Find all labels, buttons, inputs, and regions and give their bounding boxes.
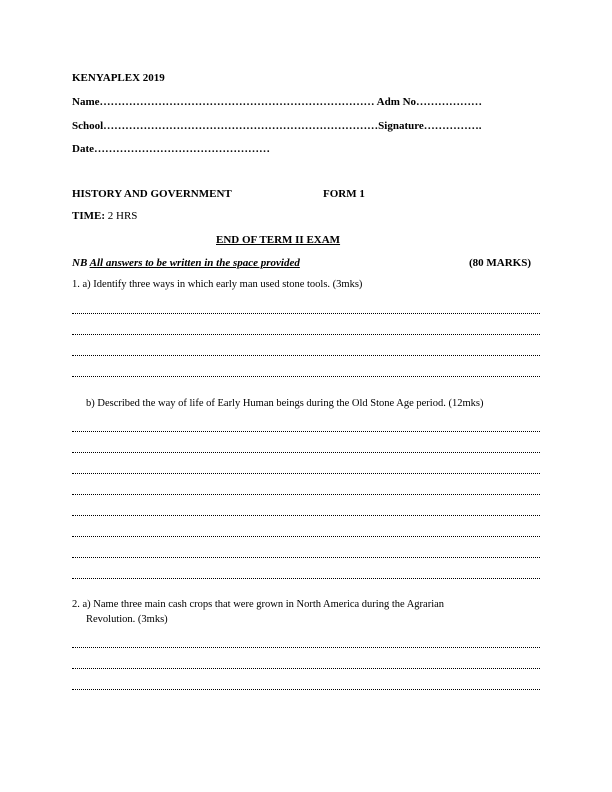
time-row	[72, 210, 137, 222]
question-1a: 1. a) Identify three ways in which early man used stone tools. (3mks)	[72, 279, 363, 290]
question-1b: b) Described the way of life of Early Human beings during the Old Stone Age period. (12mks)	[86, 398, 484, 409]
nb-label: NB	[72, 257, 88, 269]
time-label: TIME:	[72, 210, 105, 222]
school-name: KENYAPLEX 2019	[72, 72, 165, 84]
time-value: 2 HRS	[107, 210, 138, 222]
name-adm-line: Name………………………………………………………………… Adm No………………	[72, 96, 483, 108]
nb-instruction	[72, 257, 300, 269]
subject-title: HISTORY AND GOVERNMENT	[72, 188, 232, 200]
answer-line[interactable]	[72, 689, 540, 690]
question-2a-line1: 2. a) Name three main cash crops that were grown in North America during the Agrarian	[72, 599, 445, 610]
form-label: FORM 1	[323, 188, 365, 200]
answer-line[interactable]	[72, 431, 540, 432]
answer-line[interactable]	[72, 313, 540, 314]
answer-line[interactable]	[72, 515, 540, 516]
answer-line[interactable]	[72, 494, 540, 495]
question-2a-line2: Revolution. (3mks)	[86, 614, 168, 625]
answer-line[interactable]	[72, 557, 540, 558]
total-marks: (80 MARKS)	[469, 257, 532, 269]
answer-line[interactable]	[72, 647, 540, 648]
nb-text: All answers to be written in the space provided	[89, 257, 300, 269]
school-signature-line: School…………………………………………………………………Signature…………….	[72, 120, 482, 132]
date-line: Date…………………………………………	[72, 143, 270, 155]
answer-line[interactable]	[72, 536, 540, 537]
answer-line[interactable]	[72, 355, 540, 356]
answer-line[interactable]	[72, 334, 540, 335]
answer-line[interactable]	[72, 578, 540, 579]
answer-line[interactable]	[72, 376, 540, 377]
exam-title: END OF TERM II EXAM	[216, 234, 341, 246]
answer-line[interactable]	[72, 452, 540, 453]
answer-line[interactable]	[72, 668, 540, 669]
answer-line[interactable]	[72, 473, 540, 474]
